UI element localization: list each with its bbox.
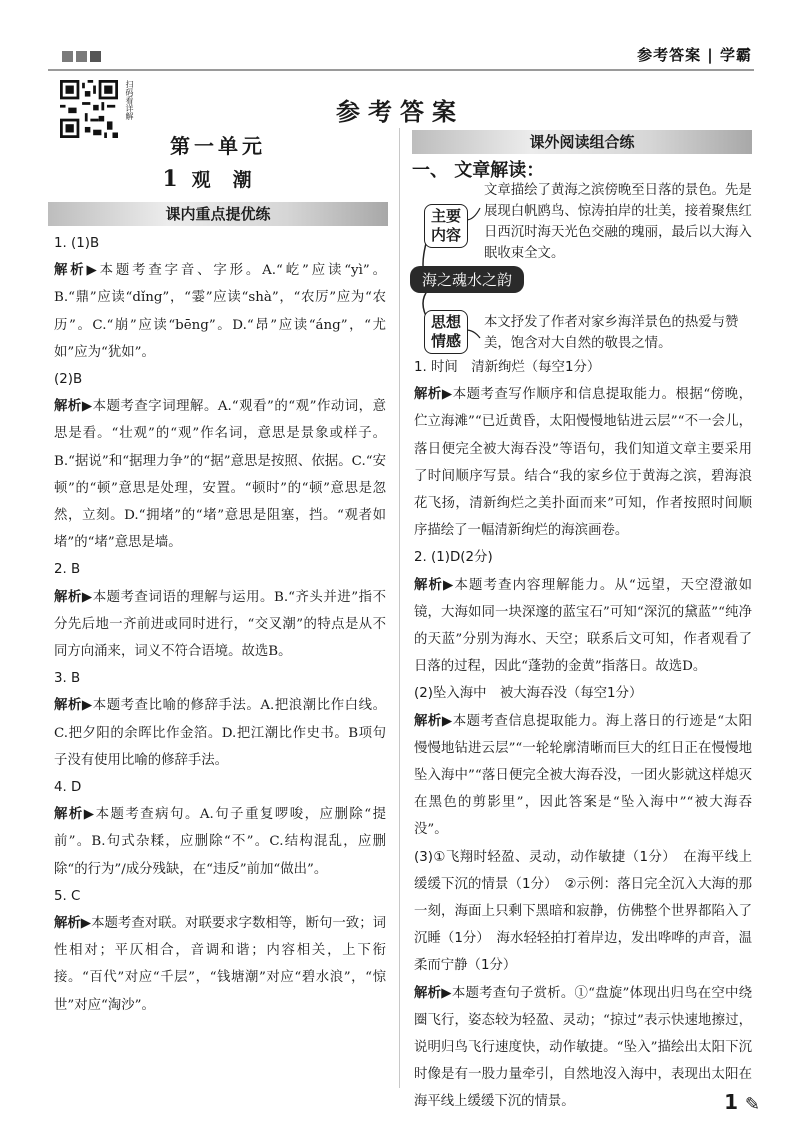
unit-title: 第一单元 — [170, 134, 266, 158]
analysis-text: 解析▶本题考查词语的理解与运用。B.“齐头并进”指不分先后地一齐前进或同时进行，“交叉潮”的特点是从不同方向涌来，词义不符合语境。故选B。 — [54, 589, 386, 660]
section-heading: 一、 文章解读： — [412, 160, 545, 181]
diagram-center-title: 海之魂水之韵 — [410, 266, 524, 293]
column-divider — [399, 128, 400, 1088]
answer-label: (3)①飞翔时轻盈、灵动，动作敏捷（1分） 在海平线上缓缓下沉的情景（1分） ②示例：落日完全沉入大海的那一刻，海面上只剩下黑暗和寂静，仿佛整个世界都陷入了沉睡（1分） 海水轻轻拍打着岸边，发出哗哗的声音，温柔而宁静（1分） — [414, 849, 752, 974]
right-answers — [414, 354, 752, 1116]
analysis-text: 解析▶本题考查内容理解能力。从“远望，天空澄澈如镜，大海如同一块深邃的蓝宝石”可知“深沉的黛蓝”“纯净的天蓝”分别为海水、天空；联系后文可知，作者观看了日落的过程，因此“蓬勃的金黄”指落日。故选D。 — [414, 577, 752, 675]
answer-label: (2)坠入海中 被大海吞没（每空1分） — [414, 686, 643, 702]
section-band-left: 课内重点提优练 — [48, 202, 388, 226]
main-content-label: 主要内容 — [424, 204, 468, 248]
lesson-title — [48, 165, 388, 192]
main-content-text: 文章描绘了黄海之滨傍晚至日落的景色。先是展现白帆鸥鸟、惊涛拍岸的壮美，接着聚焦红日西沉时海天光色交融的瑰丽，最后以大海入眠收束全文。 — [484, 183, 752, 261]
lesson-name: 观潮 — [191, 169, 274, 191]
analysis-text: 解析▶本题考查字词理解。A.“观看”的“观”作动词，意思是看。“壮观”的“观”作名词，意思是景象或样子。B.“据说”和“据理力争”的“据”意思是按照、依据。C.“安顿”的“顿”意思是处理，安置。“顿时”的“顿”意思是忽然，立刻。D.“拥堵”的“堵”意思是阻塞，挡。“观者如堵”的“堵”意思是墙。 — [54, 399, 386, 551]
answer-label: 3. B — [54, 671, 81, 687]
pencil-icon: ✎ — [744, 1094, 760, 1115]
page-number: 1 — [724, 1090, 738, 1114]
answer-label: 2. (1)D(2分) — [414, 550, 493, 566]
analysis-text: 解析▶本题考查对联。对联要求字数相等，断句一致；词性相对；平仄相合，音调和谐；内容相关，上下衔接。“百代”对应“千层”，“钱塘潮”对应“碧水浪”，“惊世”对应“淘沙”。 — [54, 916, 386, 1013]
section-band-right: 课外阅读组合练 — [412, 130, 752, 154]
lesson-number: 1 — [162, 166, 178, 192]
analysis-text: 解析▶本题考查信息提取能力。海上落日的行迹是“太阳慢慢地钻进云层”“一轮轮廓清晰而巨大的红日正在慢慢地坠入海中”“落日便完全被大海吞没，一团火影就这样熄灭在黑色的剪影里”，因此答案是“坠入海中”“被大海吞没”。 — [414, 713, 752, 838]
answer-label: 5. C — [54, 888, 81, 904]
page-title: 参考答案 — [336, 98, 464, 126]
header-rule — [48, 69, 754, 71]
header-squares — [62, 51, 101, 62]
answer-label: (2)B — [54, 372, 83, 388]
qr-caption: 扫码看详解 — [125, 80, 134, 120]
left-answers — [54, 230, 386, 1019]
answer-label: 4. D — [54, 780, 82, 796]
answer-label: 2. B — [54, 562, 81, 578]
brand-label: 参考答案 | 学霸 — [637, 46, 752, 64]
thought-label: 思想情感 — [424, 310, 468, 354]
answer-label: 1. 时间 清新绚烂（每空1分） — [414, 360, 601, 375]
analysis-text: 解析▶本题考查比喻的修辞手法。A.把浪潮比作白线。C.把夕阳的余晖比作金箔。D.把江潮比作史书。B项句子没有使用比喻的修辞手法。 — [54, 698, 386, 768]
thought-text: 本文抒发了作者对家乡海洋景色的热爱与赞美，饱含对大自然的敬畏之情。 — [484, 315, 739, 351]
analysis-text: 解析▶本题考查字音、字形。A.“屹”应读“yì”。B.“鼎”应读“dǐng”，“霎”应读“shà”，“农厉”应为“农历”。C.“崩”应读“bēng”。D.“昂”应读“áng”，“尤如”应为“犹如”。 — [54, 263, 386, 360]
analysis-text: 解析▶本题考查写作顺序和信息提取能力。根据“傍晚，伫立海滩”“已近黄昏，太阳慢慢地钻进云层”“不一会儿，落日便完全被大海吞没”等语句，我们知道文章主要采用了时间顺序写景。结合“我的家乡位于黄海之滨，碧海浪花飞扬，清新绚烂之美扑面而来”可知，作者按照时间顺序描绘了一幅清新绚烂的海滨画卷。 — [414, 387, 752, 539]
answer-label: 1. (1)B — [54, 236, 100, 251]
analysis-text: 解析▶本题考查句子赏析。①“盘旋”体现出归鸟在空中绕圈飞行，姿态较为轻盈、灵动；“掠过”表示快速地擦过，说明归鸟飞行速度快，动作敏捷。“坠入”描绘出太阳下沉时像是有一股力量牵引，自然地沒入海中，表现出太阳在海平线上缓缓下沉的情景。 — [414, 985, 752, 1110]
analysis-text: 解析▶本题考查病句。A.句子重复啰唆，应删除“提前”。B.句式杂糅，应删除“不”。C.结构混乱，应删除“的行为”/成分残缺，在“违反”前加“做出”。 — [54, 807, 386, 877]
